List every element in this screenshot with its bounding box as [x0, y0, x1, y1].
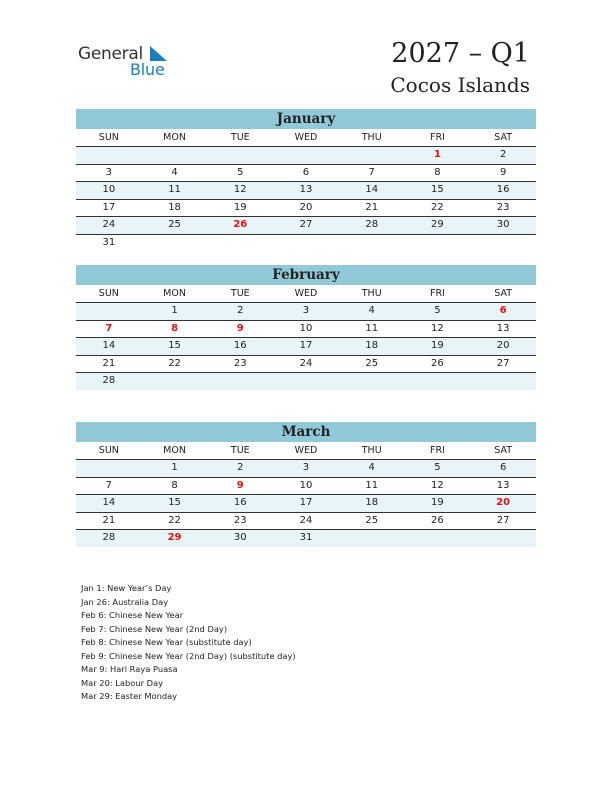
day-cell: 20: [496, 340, 510, 351]
day-cell: [76, 147, 142, 164]
day-cell: 2: [237, 305, 244, 316]
day-cell: 25: [168, 219, 181, 230]
day-cell: 17: [299, 497, 313, 508]
day-cell: 23: [233, 357, 247, 369]
day-cell: [470, 373, 536, 390]
day-cell: 13: [299, 184, 313, 195]
month-header: January: [76, 109, 536, 129]
day-cell: 1: [171, 462, 178, 473]
day-cell: 14: [102, 340, 116, 351]
holiday-day-cell: 29: [167, 532, 182, 543]
generalblue-logo: [78, 44, 188, 80]
holiday-note: Mar 29: Easter Monday: [81, 691, 178, 701]
holiday-day-cell: 1: [433, 149, 441, 160]
weekday-header-row: [76, 129, 536, 147]
week-row: [76, 182, 536, 200]
holiday-note: Mar 9: Hari Raya Puasa: [81, 664, 178, 674]
day-cell: 5: [434, 305, 441, 316]
day-cell: 6: [302, 166, 310, 178]
day-cell: 26: [431, 357, 444, 369]
day-cell: [207, 147, 273, 164]
day-cell: 31: [299, 532, 313, 543]
day-cell: 24: [299, 357, 313, 369]
day-cell: [76, 303, 142, 320]
weekday-label: TUE: [230, 445, 250, 456]
page-subtitle: Cocos Islands: [390, 73, 530, 97]
week-row: [76, 513, 536, 531]
holiday-day-cell: 26: [233, 219, 248, 230]
day-cell: 10: [102, 184, 116, 195]
day-cell: 20: [299, 201, 313, 213]
day-cell: 4: [171, 166, 178, 178]
day-cell: [142, 235, 208, 252]
week-row: [76, 373, 536, 390]
day-cell: 18: [365, 340, 379, 351]
week-row: [76, 356, 536, 374]
page-title: 2027 – Q1: [391, 38, 530, 69]
weekday-label: FRI: [429, 132, 445, 143]
day-cell: 21: [102, 514, 116, 526]
weekday-label: MON: [163, 288, 186, 299]
day-cell: 22: [431, 201, 444, 213]
day-cell: 30: [496, 219, 510, 230]
day-cell: 3: [105, 166, 113, 178]
day-cell: 13: [496, 479, 510, 491]
day-cell: 19: [233, 201, 247, 213]
day-cell: 22: [168, 357, 181, 369]
day-cell: [273, 235, 339, 252]
month-calendar-march: [76, 422, 536, 547]
day-cell: 16: [233, 497, 247, 508]
weekday-label: THU: [361, 132, 382, 143]
month-calendar-february: [76, 265, 536, 390]
holiday-note: Mar 20: Labour Day: [81, 677, 164, 688]
day-cell: [207, 235, 273, 252]
weekday-label: SAT: [494, 132, 513, 143]
day-cell: [142, 373, 208, 390]
day-cell: 28: [102, 532, 116, 543]
day-cell: 11: [365, 479, 379, 491]
day-cell: 2: [499, 149, 507, 160]
day-cell: 23: [233, 514, 247, 526]
day-cell: [76, 460, 142, 477]
day-cell: 11: [168, 184, 181, 195]
day-cell: 4: [368, 462, 375, 473]
day-cell: 3: [302, 305, 310, 316]
weekday-label: MON: [163, 132, 186, 143]
day-cell: [273, 147, 339, 164]
holiday-day-cell: 20: [496, 497, 511, 508]
holiday-notes: [81, 582, 296, 704]
weekday-label: THU: [361, 288, 382, 299]
day-cell: 15: [168, 497, 181, 508]
holiday-day-cell: 7: [105, 322, 113, 334]
weekday-header-row: [76, 285, 536, 303]
day-cell: [339, 235, 405, 252]
day-cell: 25: [365, 357, 379, 369]
day-cell: [207, 373, 273, 390]
day-cell: 16: [233, 340, 247, 351]
holiday-note: Jan 26: Australia Day: [81, 596, 169, 607]
weekday-label: SAT: [494, 288, 513, 299]
holiday-day-cell: 9: [236, 322, 244, 334]
day-cell: 18: [365, 497, 379, 508]
month-header: February: [76, 265, 536, 285]
day-cell: 8: [434, 166, 441, 178]
day-cell: 10: [299, 479, 313, 491]
day-cell: 4: [368, 305, 375, 316]
weekday-label: SUN: [98, 445, 119, 456]
day-cell: 5: [237, 166, 244, 178]
day-cell: [405, 235, 471, 252]
day-cell: 27: [299, 219, 313, 230]
holiday-note: Feb 8: Chinese New Year (substitute day): [81, 637, 252, 647]
day-cell: 28: [365, 219, 379, 230]
day-cell: 28: [102, 375, 116, 386]
day-cell: 30: [233, 532, 247, 543]
day-cell: [339, 373, 405, 390]
day-cell: 2: [237, 462, 244, 473]
week-row: [76, 165, 536, 183]
week-row: [76, 303, 536, 321]
day-cell: [470, 235, 536, 252]
day-cell: 16: [496, 184, 510, 195]
holiday-note: Feb 9: Chinese New Year (2nd Day) (substitute day): [81, 650, 296, 661]
day-cell: 5: [434, 462, 441, 473]
day-cell: 12: [431, 479, 444, 491]
week-row: [76, 495, 536, 513]
day-cell: [405, 530, 471, 547]
month-header: March: [76, 422, 536, 442]
month-calendar-january: [76, 109, 536, 251]
day-cell: [405, 373, 471, 390]
day-cell: 22: [168, 514, 181, 526]
day-cell: 19: [431, 497, 444, 508]
week-row: [76, 217, 536, 235]
day-cell: 7: [368, 166, 375, 178]
holiday-note: Feb 6: Chinese New Year: [81, 610, 184, 620]
weekday-label: WED: [294, 445, 318, 456]
day-cell: 14: [365, 184, 379, 195]
day-cell: 15: [168, 340, 181, 351]
day-cell: 23: [496, 201, 510, 213]
weekday-header-row: [76, 442, 536, 460]
day-cell: 6: [499, 462, 507, 473]
day-cell: 15: [431, 184, 444, 195]
weekday-label: FRI: [429, 288, 445, 299]
day-cell: 24: [102, 219, 116, 230]
holiday-note: Jan 1: New Year’s Day: [81, 583, 172, 593]
day-cell: [339, 147, 405, 164]
day-cell: 24: [299, 514, 313, 526]
weekday-label: MON: [163, 445, 186, 456]
week-row: [76, 321, 536, 339]
week-row: [76, 460, 536, 478]
day-cell: 1: [171, 305, 178, 316]
weekday-label: TUE: [230, 132, 250, 143]
day-cell: [339, 530, 405, 547]
week-row: [76, 235, 536, 252]
day-cell: 21: [102, 357, 116, 369]
day-cell: 26: [431, 514, 444, 526]
day-cell: [273, 373, 339, 390]
day-cell: 11: [365, 322, 379, 334]
day-cell: [470, 530, 536, 547]
weekday-label: FRI: [429, 445, 445, 456]
day-cell: 12: [431, 322, 444, 334]
week-row: [76, 147, 536, 165]
week-row: [76, 478, 536, 496]
weekday-label: SAT: [494, 445, 513, 456]
day-cell: 13: [496, 322, 510, 334]
day-cell: 31: [102, 236, 116, 248]
day-cell: 3: [302, 462, 310, 473]
week-row: [76, 200, 536, 218]
day-cell: 17: [102, 201, 116, 213]
day-cell: 29: [431, 219, 444, 230]
holiday-note: Feb 7: Chinese New Year (2nd Day): [81, 623, 228, 634]
day-cell: 27: [496, 514, 510, 526]
day-cell: 17: [299, 340, 313, 351]
day-cell: 9: [499, 166, 507, 178]
holiday-day-cell: 6: [499, 305, 507, 316]
day-cell: 21: [365, 201, 379, 213]
week-row: [76, 530, 536, 547]
holiday-day-cell: 8: [171, 322, 179, 334]
weekday-label: WED: [294, 132, 318, 143]
weekday-label: TUE: [230, 288, 250, 299]
holiday-day-cell: 9: [236, 479, 244, 491]
day-cell: 8: [171, 479, 178, 491]
day-cell: 14: [102, 497, 116, 508]
day-cell: 7: [105, 479, 113, 491]
weekday-label: THU: [361, 445, 382, 456]
day-cell: 18: [168, 201, 181, 213]
day-cell: [142, 147, 208, 164]
weekday-label: SUN: [98, 132, 119, 143]
day-cell: 12: [233, 184, 247, 195]
day-cell: 25: [365, 514, 379, 526]
day-cell: 27: [496, 357, 510, 369]
weekday-label: WED: [294, 288, 318, 299]
logo-blue-text: Blue: [130, 60, 165, 79]
weekday-label: SUN: [98, 288, 119, 299]
logo-general-text: General: [78, 44, 143, 64]
day-cell: 19: [431, 340, 444, 351]
day-cell: 10: [299, 322, 313, 334]
week-row: [76, 338, 536, 356]
